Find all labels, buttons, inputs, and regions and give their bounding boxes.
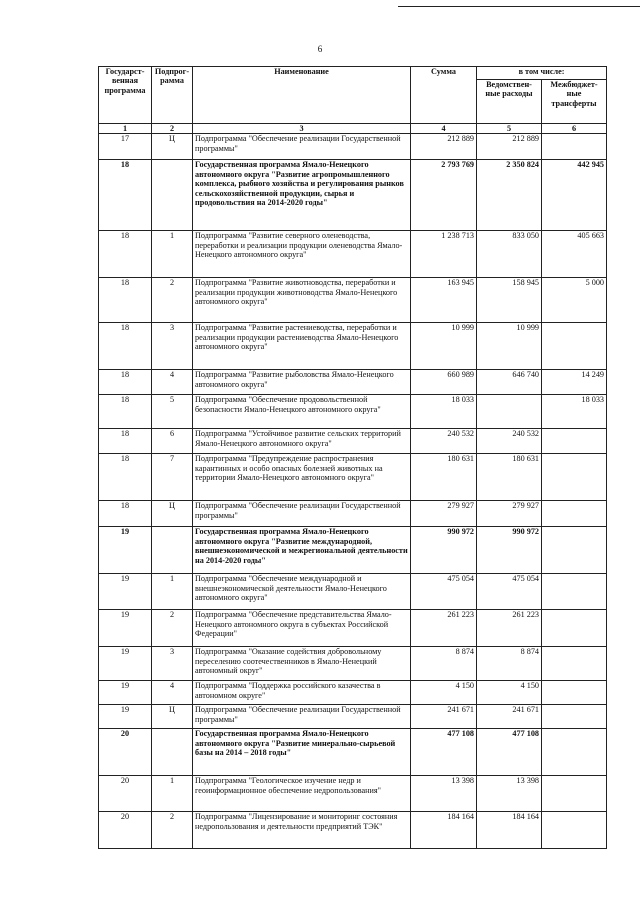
program-cell: 18 — [99, 278, 152, 323]
table-row — [99, 231, 607, 278]
header-name: Наименование — [193, 67, 411, 124]
subprogram-cell: 1 — [152, 574, 193, 610]
departmental-cell: 833 050 — [477, 231, 542, 278]
table-row — [99, 527, 607, 574]
table-row — [99, 729, 607, 776]
name-cell: Подпрограмма "Обеспечение продовольственной безопасности Ямало-Ненецкого автономного округа" — [193, 395, 411, 429]
page-number: 6 — [317, 44, 323, 54]
name-cell: Подпрограмма "Обеспечение международной и внешнеэкономической деятельности Ямало-Ненецкого автономного округа" — [193, 574, 411, 610]
table-row — [99, 610, 607, 647]
name-cell: Подпрограмма "Обеспечение реализации Государственной программы" — [193, 705, 411, 729]
departmental-cell: 4 150 — [477, 681, 542, 705]
subprogram-cell — [152, 160, 193, 231]
name-cell: Подпрограмма "Геологическое изучение недр и геоинформационное обеспечение недропользования" — [193, 776, 411, 812]
transfers-cell — [542, 429, 607, 454]
departmental-cell: 180 631 — [477, 454, 542, 501]
budget-table — [98, 66, 607, 849]
departmental-cell: 261 223 — [477, 610, 542, 647]
transfers-cell — [542, 812, 607, 849]
header-program: Государст-венная программа — [99, 67, 152, 124]
table-row — [99, 574, 607, 610]
departmental-cell: 10 999 — [477, 323, 542, 370]
program-cell: 18 — [99, 370, 152, 395]
transfers-cell — [542, 454, 607, 501]
table-row — [99, 134, 607, 160]
departmental-cell: 2 350 824 — [477, 160, 542, 231]
sum-cell: 241 671 — [411, 705, 477, 729]
program-cell: 17 — [99, 134, 152, 160]
departmental-cell: 184 164 — [477, 812, 542, 849]
subprogram-cell: Ц — [152, 501, 193, 527]
table-row — [99, 776, 607, 812]
column-number: 1 — [99, 124, 152, 134]
subprogram-cell: 1 — [152, 231, 193, 278]
name-cell: Подпрограмма "Развитие растениеводства, переработки и реализации продукции растениеводства Ямало-Ненецкого автономного округа" — [193, 323, 411, 370]
subprogram-cell: 6 — [152, 429, 193, 454]
departmental-cell: 241 671 — [477, 705, 542, 729]
subprogram-cell: 3 — [152, 323, 193, 370]
transfers-cell — [542, 776, 607, 812]
transfers-cell — [542, 681, 607, 705]
subprogram-cell: 1 — [152, 776, 193, 812]
program-cell: 18 — [99, 323, 152, 370]
table-row — [99, 647, 607, 681]
transfers-cell: 14 249 — [542, 370, 607, 395]
name-cell: Подпрограмма "Лицензирование и мониторинг состояния недропользования и деятельности предприятий ТЭК" — [193, 812, 411, 849]
transfers-cell: 442 945 — [542, 160, 607, 231]
subprogram-cell: Ц — [152, 134, 193, 160]
sum-cell: 180 631 — [411, 454, 477, 501]
transfers-cell — [542, 647, 607, 681]
program-cell: 19 — [99, 647, 152, 681]
sum-cell: 184 164 — [411, 812, 477, 849]
departmental-cell: 646 740 — [477, 370, 542, 395]
program-cell: 20 — [99, 729, 152, 776]
transfers-cell: 5 000 — [542, 278, 607, 323]
name-cell: Подпрограмма "Развитие северного оленеводства, переработки и реализации продукции оленеводства Ямало-Ненецкого автономного округа" — [193, 231, 411, 278]
sum-cell: 4 150 — [411, 681, 477, 705]
sum-cell: 477 108 — [411, 729, 477, 776]
subprogram-cell: 5 — [152, 395, 193, 429]
top-rule — [398, 6, 640, 7]
transfers-cell — [542, 729, 607, 776]
name-cell: Государственная программа Ямало-Ненецкого автономного округа "Развитие минерально-сырьевой базы на 2014 – 2018 годы" — [193, 729, 411, 776]
name-cell: Подпрограмма "Обеспечение реализации Государственной программы" — [193, 134, 411, 160]
departmental-cell: 13 398 — [477, 776, 542, 812]
departmental-cell: 8 874 — [477, 647, 542, 681]
table-row — [99, 429, 607, 454]
sum-cell: 13 398 — [411, 776, 477, 812]
departmental-cell: 158 945 — [477, 278, 542, 323]
column-number: 5 — [477, 124, 542, 134]
program-cell: 18 — [99, 160, 152, 231]
subprogram-cell: 4 — [152, 370, 193, 395]
subprogram-cell: 2 — [152, 812, 193, 849]
subprogram-cell: Ц — [152, 705, 193, 729]
table-row — [99, 278, 607, 323]
name-cell: Подпрограмма "Обеспечение реализации Государственной программы" — [193, 501, 411, 527]
sum-cell: 1 238 713 — [411, 231, 477, 278]
transfers-cell — [542, 705, 607, 729]
transfers-cell — [542, 527, 607, 574]
table-row — [99, 160, 607, 231]
departmental-cell: 990 972 — [477, 527, 542, 574]
departmental-cell: 279 927 — [477, 501, 542, 527]
name-cell: Подпрограмма "Устойчивое развитие сельских территорий Ямало-Ненецкого автономного округа" — [193, 429, 411, 454]
table-row — [99, 681, 607, 705]
name-cell: Подпрограмма "Обеспечение представительства Ямало-Ненецкого автономного округа в субъектах Российской Федерации" — [193, 610, 411, 647]
transfers-cell — [542, 574, 607, 610]
subprogram-cell: 3 — [152, 647, 193, 681]
header-subprogram: Подпрог-рамма — [152, 67, 193, 124]
transfers-cell — [542, 323, 607, 370]
program-cell: 20 — [99, 812, 152, 849]
departmental-cell: 212 889 — [477, 134, 542, 160]
program-cell: 19 — [99, 610, 152, 647]
transfers-cell: 405 663 — [542, 231, 607, 278]
column-number: 4 — [411, 124, 477, 134]
name-cell: Государственная программа Ямало-Ненецкого автономного округа "Развитие агропромышленного комплекса, рыбного хозяйства и регулирования рынков сельскохозяйственной продукции, сырья и продовольствия на 2014-2020 годы" — [193, 160, 411, 231]
sum-cell: 2 793 769 — [411, 160, 477, 231]
name-cell: Подпрограмма "Предупреждение распространения карантинных и особо опасных болезней животных на территории Ямало-Ненецкого автономного округа" — [193, 454, 411, 501]
subprogram-cell — [152, 527, 193, 574]
header-transfers: Межбюджет-ные трансферты — [542, 80, 607, 124]
table-row — [99, 395, 607, 429]
table-row — [99, 454, 607, 501]
sum-cell: 18 033 — [411, 395, 477, 429]
column-number: 2 — [152, 124, 193, 134]
table-row — [99, 370, 607, 395]
transfers-cell — [542, 134, 607, 160]
program-cell: 19 — [99, 705, 152, 729]
name-cell: Государственная программа Ямало-Ненецкого автономного округа "Развитие международной, внешнеэкономической и межрегиональной деятельности на 2014-2020 годы" — [193, 527, 411, 574]
sum-cell: 8 874 — [411, 647, 477, 681]
program-cell: 18 — [99, 429, 152, 454]
transfers-cell — [542, 610, 607, 647]
departmental-cell: 475 054 — [477, 574, 542, 610]
sum-cell: 163 945 — [411, 278, 477, 323]
sum-cell: 240 532 — [411, 429, 477, 454]
transfers-cell — [542, 501, 607, 527]
name-cell: Подпрограмма "Развитие рыболовства Ямало-Ненецкого автономного округа" — [193, 370, 411, 395]
sum-cell: 212 889 — [411, 134, 477, 160]
program-cell: 18 — [99, 501, 152, 527]
sum-cell: 10 999 — [411, 323, 477, 370]
departmental-cell: 240 532 — [477, 429, 542, 454]
column-number: 6 — [542, 124, 607, 134]
sum-cell: 660 989 — [411, 370, 477, 395]
program-cell: 19 — [99, 681, 152, 705]
name-cell: Подпрограмма "Поддержка российского казачества в автономном округе" — [193, 681, 411, 705]
sum-cell: 279 927 — [411, 501, 477, 527]
sum-cell: 990 972 — [411, 527, 477, 574]
sum-cell: 475 054 — [411, 574, 477, 610]
name-cell: Подпрограмма "Оказание содействия добровольному переселению соотечественников в Ямало-Ненецкий автономный округ" — [193, 647, 411, 681]
table-row — [99, 705, 607, 729]
transfers-cell: 18 033 — [542, 395, 607, 429]
subprogram-cell — [152, 729, 193, 776]
name-cell: Подпрограмма "Развитие животноводства, переработки и реализации продукции животноводства Ямало-Ненецкого автономного округа" — [193, 278, 411, 323]
program-cell: 18 — [99, 231, 152, 278]
header-departmental: Ведомствен-ные расходы — [477, 80, 542, 124]
departmental-cell — [477, 395, 542, 429]
sum-cell: 261 223 — [411, 610, 477, 647]
header-including: в том числе: — [477, 67, 607, 80]
header-sum: Сумма — [411, 67, 477, 124]
subprogram-cell: 2 — [152, 278, 193, 323]
subprogram-cell: 2 — [152, 610, 193, 647]
table-row — [99, 323, 607, 370]
program-cell: 20 — [99, 776, 152, 812]
departmental-cell: 477 108 — [477, 729, 542, 776]
program-cell: 19 — [99, 574, 152, 610]
table-row — [99, 501, 607, 527]
table-row — [99, 812, 607, 849]
subprogram-cell: 7 — [152, 454, 193, 501]
column-number: 3 — [193, 124, 411, 134]
program-cell: 18 — [99, 454, 152, 501]
program-cell: 18 — [99, 395, 152, 429]
subprogram-cell: 4 — [152, 681, 193, 705]
program-cell: 19 — [99, 527, 152, 574]
